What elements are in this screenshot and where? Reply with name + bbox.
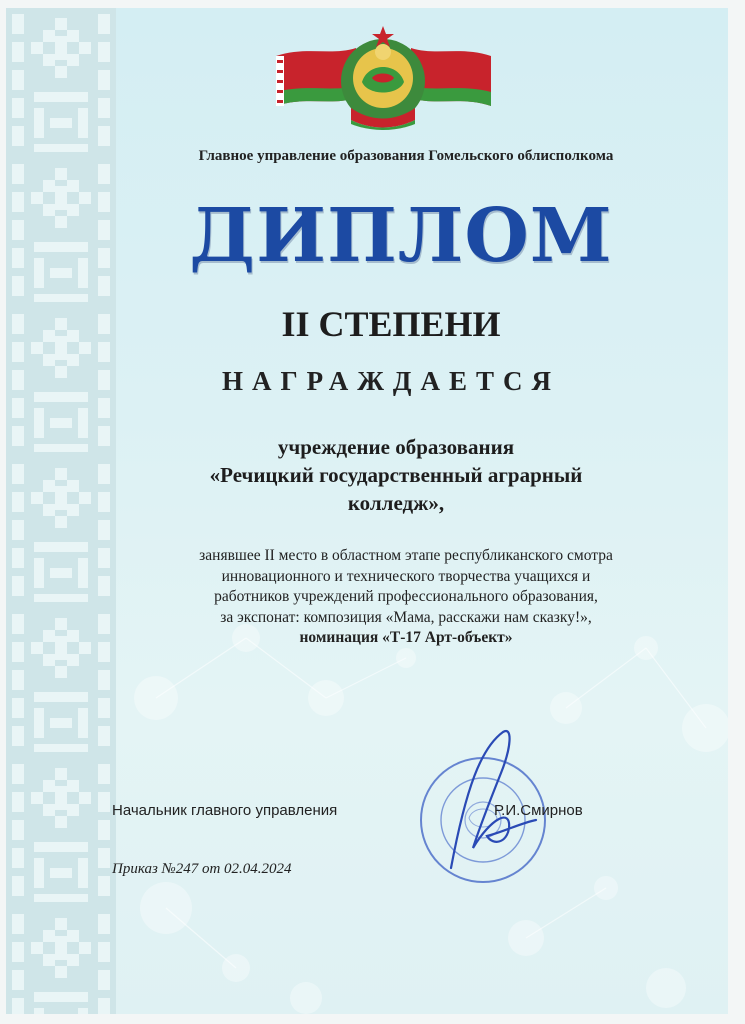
description-line-2: инновационного и технического творчества учащихся и: [221, 567, 591, 585]
award-description: [116, 546, 696, 649]
recipient-line-2: «Речицкий государственный аграрный: [209, 463, 583, 487]
signer-position: Начальник главного управления: [112, 802, 338, 819]
recipient-line-1: учреждение образования: [277, 435, 515, 459]
awarded-heading: НАГРАЖДАЕТСЯ: [221, 366, 560, 396]
belarusian-ornament-border: [6, 8, 116, 1014]
diploma-title: ДИПЛОМ: [189, 193, 613, 279]
description-line-1: занявшее II место в областном этапе республиканского смотра: [199, 547, 613, 564]
diploma-sheet: [6, 8, 728, 1014]
nomination-line: номинация «Т-17 Арт-объект»: [299, 629, 513, 646]
recipient-block: [121, 433, 671, 517]
description-line-4: за экспонат: композиция «Мама, расскажи нам сказку!»,: [220, 608, 592, 626]
description-line-3: работников учреждений профессионального образования,: [214, 588, 598, 605]
signer-name: Р.И.Смирнов: [494, 802, 583, 819]
state-emblem-with-flags: [276, 26, 491, 131]
recipient-line-3: колледж»,: [347, 491, 445, 515]
diploma-degree: II СТЕПЕНИ: [281, 304, 501, 344]
issuing-authority: Главное управление образования Гомельского облисполкома: [198, 148, 614, 164]
order-reference: Приказ №247 от 02.04.2024: [112, 861, 292, 877]
